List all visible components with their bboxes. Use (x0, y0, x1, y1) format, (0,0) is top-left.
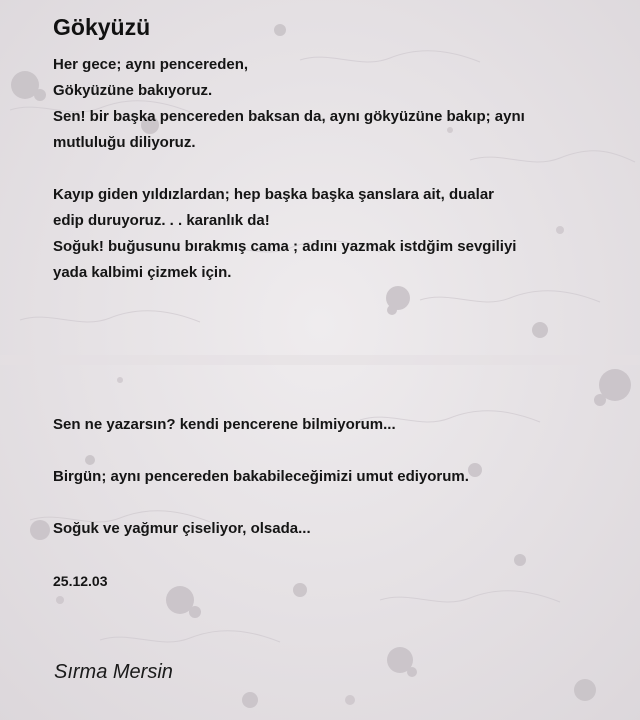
poem-line: mutluluğu diliyoruz. (53, 134, 196, 151)
stanza-1 (53, 52, 613, 156)
poem-line: Soğuk! buğusunu bırakmış cama ; adını yazmak istdğim sevgiliyi (53, 238, 517, 255)
poem-line: edip duruyoruz. . . karanlık da! (53, 212, 270, 229)
poem-line: Soğuk ve yağmur çiseliyor, olsada... (53, 520, 311, 537)
poem-line: Birgün; aynı pencereden bakabileceğimizi umut ediyorum. (53, 468, 469, 485)
poem-date: 25.12.03 (53, 573, 108, 589)
poem-line: yada kalbimi çizmek için. (53, 264, 232, 281)
poem-author: Sırma Mersin (54, 661, 173, 683)
poem-title: Gökyüzü (53, 14, 151, 40)
poem-line: Gökyüzüne bakıyoruz. (53, 82, 213, 99)
poem-line: Sen! bir başka pencereden baksan da, aynı gökyüzüne bakıp; aynı (53, 108, 525, 125)
poem-line: Kayıp giden yıldızlardan; hep başka başka şanslara ait, dualar (53, 186, 494, 203)
poem-line: Sen ne yazarsın? kendi pencerene bilmiyorum... (53, 416, 396, 433)
poem-line: Her gece; aynı pencereden, (53, 56, 249, 73)
stanza-2 (53, 182, 613, 286)
